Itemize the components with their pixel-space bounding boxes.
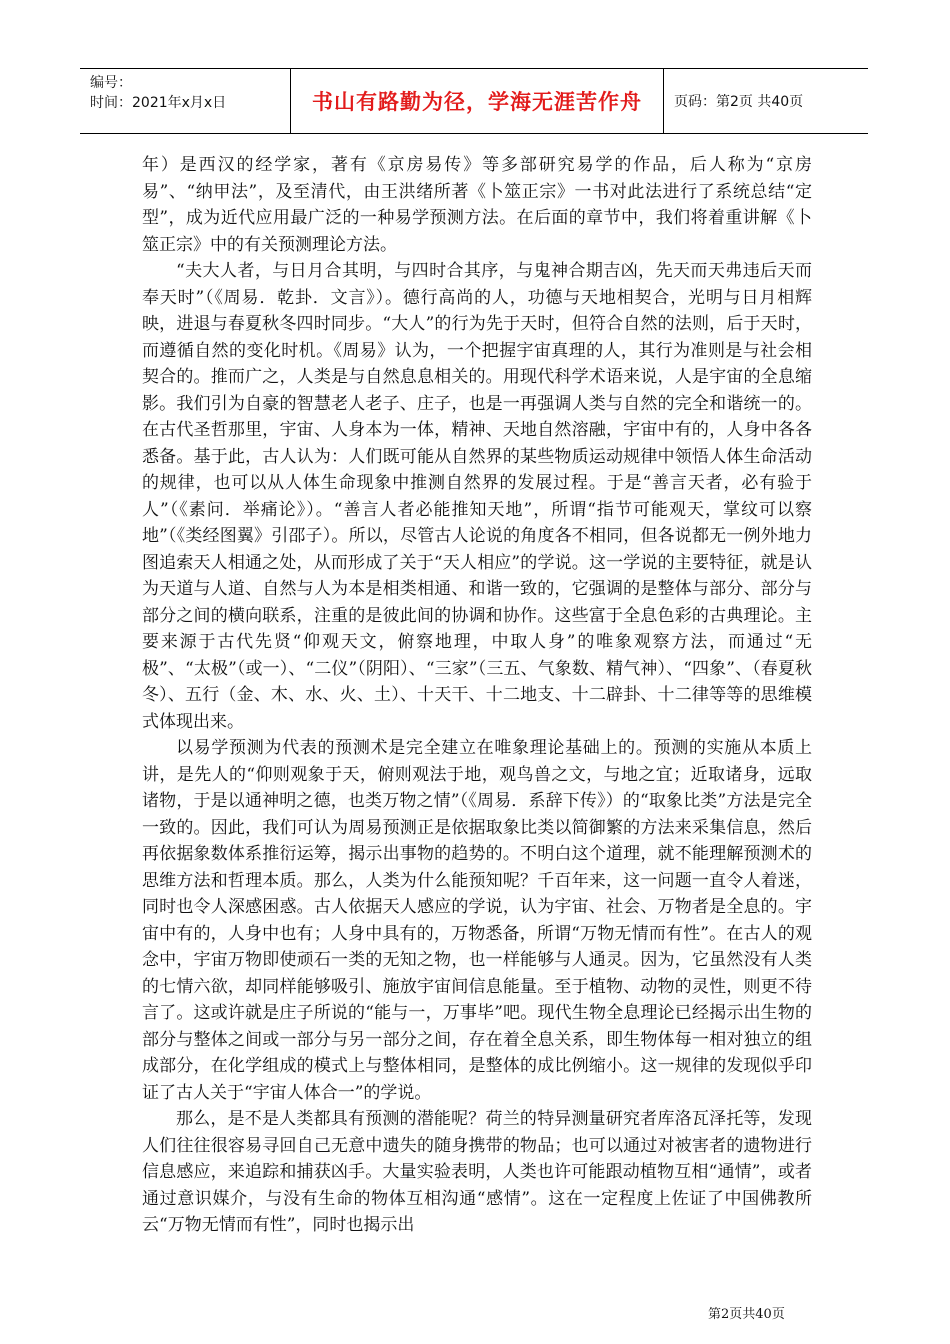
paragraph: 以易学预测为代表的预测术是完全建立在唯象理论基础上的。预测的实施从本质上讲，是先人的“仰则观象于天，俯则观法于地，观鸟兽之文，与地之宜；近取诸身，远取诸物，于是以通神明之德，也类万物之情”（《周易．系辞下传》）的“取象比类”方法是完全一致的。因此，我们可认为周易预测正是依据取象比类以简御繁的方法来采集信息，然后再依据象数体系推衍运筹，揭示出事物的趋势的。不明白这个道理，就不能理解预测术的思维方法和哲理本质。那么，人类为什么能预知呢？千百年来，这一问题一直令人着迷，同时也令人深感困惑。古人依据天人感应的学说，认为宇宙、社会、万物者是全息的。宇宙中有的，人身中也有；人身中具有的，万物悉备，所谓“万物无情而有性”。在古人的观念中，宇宙万物即使顽石一类的无知之物，也一样能够与人通灵。因为，它虽然没有人类的七情六欲，却同样能够吸引、施放宇宙间信息能量。至于植物、动物的灵性，则更不待言了。这或许就是庄子所说的“能与一，万事毕”吧。现代生物全息理论已经揭示出生物的部分与整体之间或一部分与另一部分之间，存在着全息关系，即生物体每一相对独立的组成部分，在化学组成的模式上与整体相同，是整体的成比例缩小。这一规律的发现似乎印证了古人关于“宇宙人体合一”的学说。	[142, 738, 812, 1103]
header-page-info: 页码：第2页 共40页	[674, 94, 804, 110]
code-label: 编号：	[90, 75, 132, 91]
page-header	[80, 68, 868, 134]
document-body	[142, 152, 812, 1239]
page-footer: 第2页共40页	[708, 1307, 785, 1322]
paragraph: 那么，是不是人类都具有预测的潜能呢？荷兰的特异测量研究者库洛瓦泽托等，发现人们往往很容易寻回自己无意中遗失的随身携带的物品；也可以通过对被害者的遗物进行信息感应，来追踪和捕获凶手。大量实验表明，人类也许可能跟动植物互相“通情”，或者通过意识媒介，与没有生命的物体互相沟通“感情”。这在一定程度上佐证了中国佛教所云“万物无情而有性”，同时也揭示出	[142, 1109, 812, 1235]
header-meta	[80, 69, 290, 133]
time-label: 时间：2021年x月x日	[90, 95, 227, 111]
header-motto: 书山有路勤为径，学海无涯苦作舟	[290, 69, 664, 133]
paragraph: 年）是西汉的经学家，著有《京房易传》等多部研究易学的作品，后人称为“京房易”、“纳甲法”，及至清代，由王洪绪所著《卜筮正宗》一书对此法进行了系统总结“定型”，成为近代应用最广泛的一种易学预测方法。在后面的章节中，我们将着重讲解《卜筮正宗》中的有关预测理论方法。	[142, 155, 812, 255]
paragraph: “夫大人者，与日月合其明，与四时合其序，与鬼神合期吉凶，先天而天弗违后天而奉天时”（《周易．乾卦．文言》）。德行高尚的人，功德与天地相契合，光明与日月相辉映，进退与春夏秋冬四时同步。“大人”的行为先于天时，但符合自然的法则，后于天时，而遵循自然的变化时机。《周易》认为，一个把握宇宙真理的人，其行为准则是与社会相契合的。推而广之，人类是与自然息息相关的。用现代科学术语来说，人是宇宙的全息缩影。我们引为自豪的智慧老人老子、庄子，也是一再强调人类与自然的完全和谐统一的。在古代圣哲那里，宇宙、人身本为一体，精神、天地自然溶融，宇宙中有的，人身中各各悉备。基于此，古人认为：人们既可能从自然界的某些物质运动规律中领悟人体生命活动的规律，也可以从人体生命现象中推测自然界的发展过程。于是“善言天者，必有验于人”（《素问．举痛论》）。“善言人者必能推知天地”，所谓“指节可能观天，掌纹可以察地”（《类经图翼》引邵子）。所以，尽管古人论说的角度各不相同，但各说都无一例外地力图追索天人相通之处，从而形成了关于“天人相应”的学说。这一学说的主要特征，就是认为天道与人道、自然与人为本是相类相通、和谐一致的，它强调的是整体与部分、部分与部分之间的横向联系，注重的是彼此间的协调和协作。这些富于全息色彩的古典理论。主要来源于古代先贤“仰观天文，俯察地理，中取人身”的唯象观察方法，而通过“无极”、“太极”（或一）、“二仪”（阴阳）、“三家”（三五、气象数、精气神）、“四象”、（春夏秋冬）、五行（金、木、水、火、土）、十天干、十二地支、十二辟卦、十二律等等的思维模式体现出来。	[142, 261, 812, 732]
